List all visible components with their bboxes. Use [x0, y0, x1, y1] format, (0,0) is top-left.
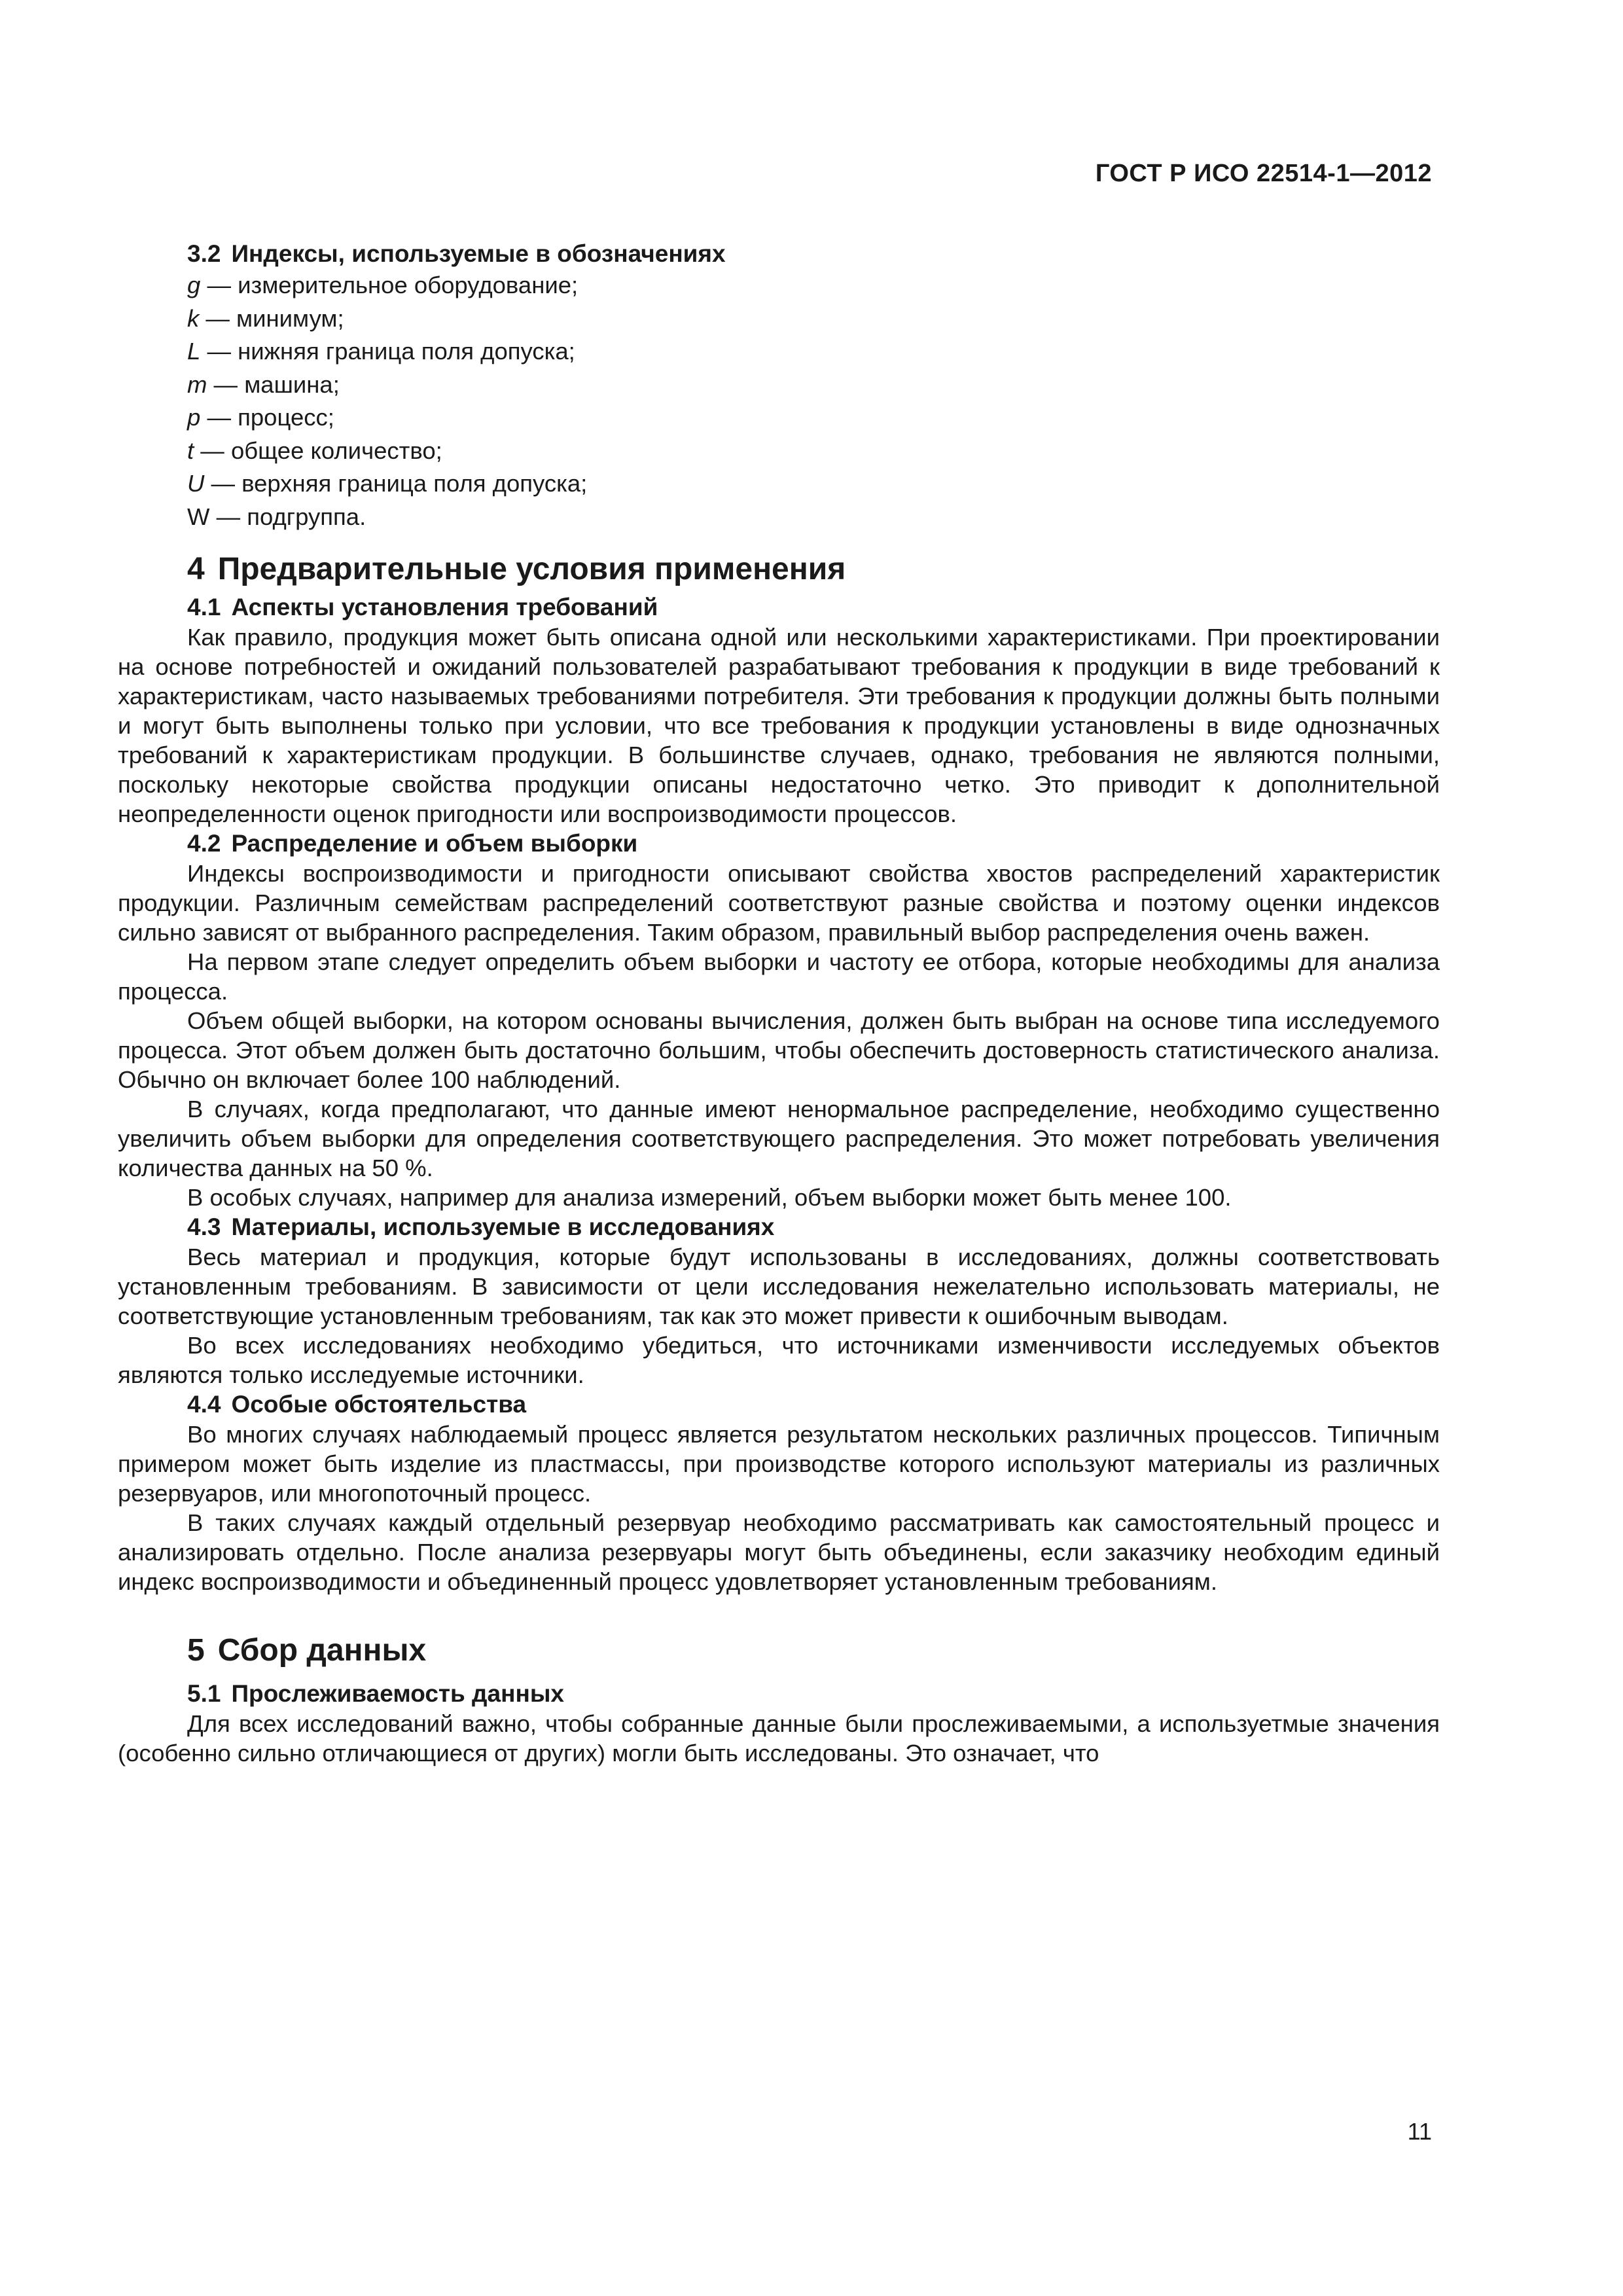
- subsection-3-2-heading: [118, 239, 1440, 269]
- section-5-heading: [118, 1632, 1440, 1670]
- section-number: 5: [187, 1633, 205, 1668]
- definition-item: [118, 368, 1440, 402]
- index-definition-list: [118, 269, 1440, 533]
- subsection-number: 4.1: [187, 594, 221, 620]
- definition-item: [118, 269, 1440, 302]
- paragraph: В случаях, когда предполагают, что данные имеют ненормальное распределение, необходимо существенно увеличить объем выборки для определения соответствующего распределения. Это может потребовать увеличения количества данных на 50 %.: [118, 1096, 1440, 1181]
- paragraph: В особых случаях, например для анализа измерений, объем выборки может быть менее 100.: [187, 1184, 1232, 1211]
- subsection-5-1-heading: [118, 1679, 1440, 1709]
- definition-item: [118, 467, 1440, 501]
- document-code-header: ГОСТ Р ИСО 22514-1—2012: [1095, 160, 1432, 187]
- index-symbol: m: [187, 370, 207, 398]
- subsection-title: Прослеживаемость данных: [231, 1680, 564, 1707]
- page-number: 11: [1407, 2118, 1432, 2145]
- subsection-title: Распределение и объем выборки: [231, 830, 638, 857]
- subsection-title: Особые обстоятельства: [231, 1391, 527, 1418]
- section-number: 4: [187, 552, 205, 586]
- paragraph: Весь материал и продукция, которые будут использованы в исследованиях, должны соответствовать установленным требованиям. В зависимости от цели исследования нежелательно использовать материалы, не соответствующие установленным требованиям, так как это может привести к ошибочным выводам.: [118, 1244, 1440, 1329]
- page-content: [118, 239, 1440, 1768]
- subsection-4-4-heading: [118, 1390, 1440, 1420]
- paragraph: Объем общей выборки, на котором основаны вычисления, должен быть выбран на основе типа исследуемого процесса. Этот объем должен быть достаточно большим, чтобы обеспечить достоверность статистического анализа. Обычно он включает более 100 наблюдений.: [118, 1007, 1440, 1093]
- paragraph: Для всех исследований важно, чтобы собранные данные были прослеживаемыми, а используетмые значения (особенно сильно отличающиеся от других) могли быть исследованы. Это означает, что: [118, 1710, 1440, 1767]
- subsection-number: 4.4: [187, 1391, 221, 1418]
- subsection-4-3-heading: [118, 1212, 1440, 1242]
- index-symbol: U: [187, 470, 205, 497]
- subsection-title: Аспекты установления требований: [231, 594, 658, 620]
- paragraph: В таких случаях каждый отдельный резервуар необходимо рассматривать как самостоятельный процесс и анализировать отдельно. После анализа резервуары могут быть объединены, если заказчику необходим единый индекс воспроизводимости и объединенный процесс удовлетворяет установленным требованиям.: [118, 1509, 1440, 1595]
- paragraph: Как правило, продукция может быть описана одной или несколькими характеристиками. При проектировании на основе потребностей и ожиданий пользователей разрабатывают требования к продукции в виде требований к характеристикам, часто называемых требованиями потребителя. Эти требования к продукции должны быть полными и могут быть выполнены только при условии, что все требования к продукции установлены в виде однозначных требований к характеристикам продукции. В большинстве случаев, однако, требования не являются полными, поскольку некоторые свойства продукции описаны недостаточно четко. Это приводит к дополнительной неопределенности оценок пригодности или воспроизводимости процессов.: [118, 624, 1440, 827]
- subsection-number: 4.3: [187, 1213, 221, 1240]
- index-symbol: k: [187, 304, 200, 332]
- index-meaning: — верхняя граница поля допуска;: [204, 470, 588, 497]
- index-meaning: — измерительное оборудование;: [200, 272, 579, 298]
- subsection-number: 3.2: [187, 240, 221, 267]
- definition-item: [118, 335, 1440, 368]
- subsection-number: 4.2: [187, 830, 221, 857]
- paragraph: Во всех исследованиях необходимо убедиться, что источниками изменчивости исследуемых объектов являются только исследуемые источники.: [118, 1332, 1440, 1388]
- index-symbol: L: [187, 338, 201, 365]
- subsection-4-1-heading: [118, 592, 1440, 622]
- paragraph: Индексы воспроизводимости и пригодности описывают свойства хвостов распределений характеристик продукции. Различным семействам распределений соответствуют разные свойства и поэтому оценки индексов сильно зависят от выбранного распределения. Таким образом, правильный выбор распределения очень важен.: [118, 860, 1440, 946]
- definition-item: [118, 401, 1440, 435]
- definition-item: [118, 501, 1440, 534]
- index-meaning: — общее количество;: [194, 437, 442, 464]
- subsection-4-2-heading: [118, 829, 1440, 859]
- section-title: Предварительные условия применения: [217, 552, 846, 586]
- index-meaning: — подгруппа.: [209, 503, 366, 530]
- paragraph: На первом этапе следует определить объем выборки и частоту ее отбора, которые необходимы для анализа процесса.: [118, 948, 1440, 1005]
- subsection-title: Индексы, используемые в обозначениях: [231, 240, 726, 267]
- index-symbol: W: [187, 503, 210, 530]
- subsection-number: 5.1: [187, 1680, 221, 1707]
- index-symbol: p: [187, 404, 201, 431]
- index-symbol: t: [187, 437, 194, 464]
- index-meaning: — процесс;: [200, 404, 334, 431]
- paragraph: Во многих случаях наблюдаемый процесс является результатом нескольких различных процессов. Типичным примером может быть изделие из пластмассы, при производстве которого используют материалы из различных резервуаров, или многопоточный процесс.: [118, 1421, 1440, 1507]
- section-4-heading: [118, 550, 1440, 588]
- definition-item: [118, 435, 1440, 468]
- subsection-title: Материалы, используемые в исследованиях: [231, 1213, 775, 1240]
- section-title: Сбор данных: [217, 1633, 427, 1668]
- index-meaning: — машина;: [207, 370, 340, 398]
- index-symbol: g: [187, 272, 201, 298]
- definition-item: [118, 302, 1440, 336]
- index-meaning: — минимум;: [199, 304, 344, 332]
- index-meaning: — нижняя граница поля допуска;: [200, 338, 575, 365]
